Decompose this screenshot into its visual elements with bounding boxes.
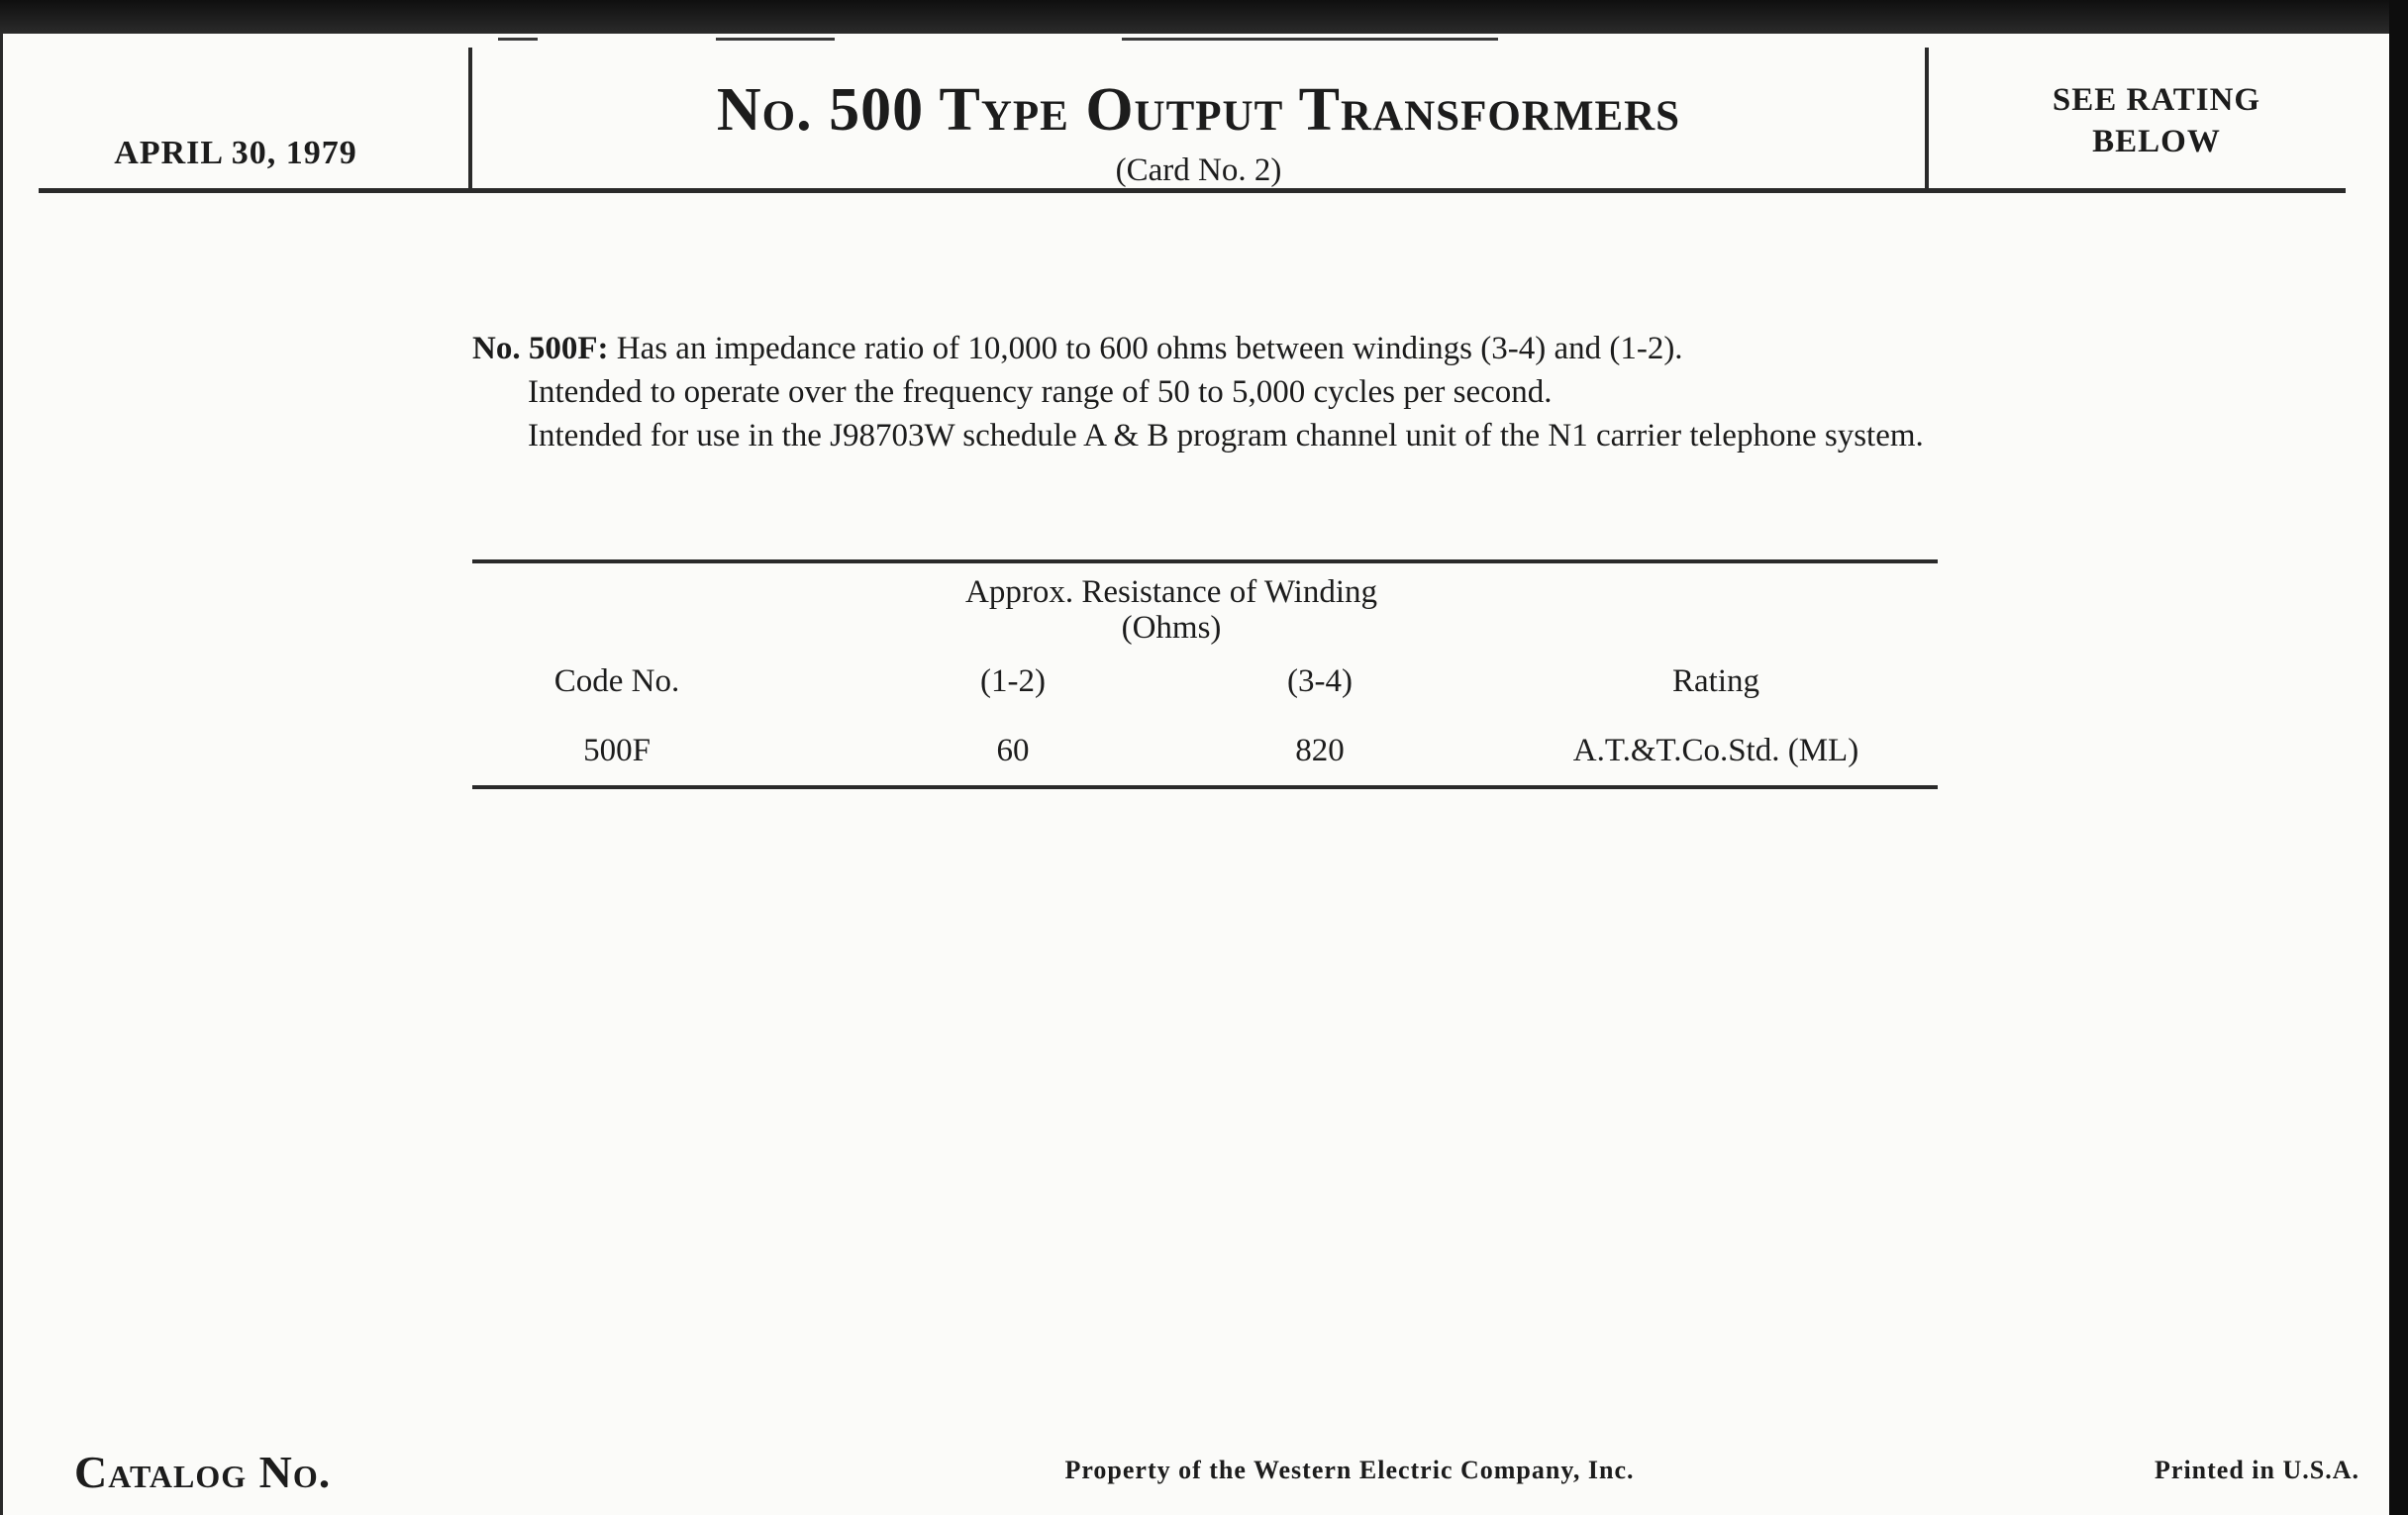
header-top-line	[1122, 38, 1498, 41]
cell-resistance-3-4: 820	[1295, 733, 1345, 768]
resistance-header-line1: Approx. Resistance of Winding	[965, 574, 1377, 610]
table-bottom-rule	[472, 785, 1938, 789]
catalog-label: Catalog No.	[74, 1447, 332, 1497]
card-number: (Card No. 2)	[1115, 152, 1282, 188]
property-notice: Property of the Western Electric Company, Inc.	[1064, 1456, 1635, 1484]
cell-rating: A.T.&T.Co.Std. (ML)	[1572, 733, 1859, 768]
resistance-group-header	[874, 574, 1468, 646]
resistance-header-line2: (Ohms)	[1121, 610, 1222, 646]
usage-paragraph: Intended for use in the J98703W schedule A & B program channel unit of the N1 carrier telephone system.	[528, 418, 1924, 454]
impedance-text: Has an impedance ratio of 10,000 to 600 ohms between windings (3-4) and (1-2).	[616, 331, 1683, 366]
column-header-rating: Rating	[1672, 663, 1759, 699]
rating-note	[1929, 79, 2384, 162]
catalog-card	[0, 34, 2392, 1515]
scan-top-edge	[0, 0, 2408, 34]
impedance-paragraph	[472, 331, 1942, 366]
cell-code: 500F	[583, 733, 651, 768]
column-header-1-2: (1-2)	[980, 663, 1046, 699]
column-header-code: Code No.	[553, 663, 680, 699]
scan-right-edge	[2389, 0, 2408, 1515]
page-title: No. 500 Type Output Transformers	[716, 76, 1681, 144]
cell-resistance-1-2: 60	[996, 733, 1030, 768]
card-date: APRIL 30, 1979	[114, 135, 357, 171]
model-label: No. 500F:	[472, 331, 609, 366]
frequency-paragraph: Intended to operate over the frequency range of 50 to 5,000 cycles per second.	[528, 374, 1553, 410]
rating-note-text: SEE RATING BELOW	[2052, 82, 2261, 159]
column-header-3-4: (3-4)	[1287, 663, 1353, 699]
printed-notice: Printed in U.S.A.	[2155, 1456, 2359, 1484]
description	[472, 331, 1942, 461]
header-top-line	[498, 38, 538, 41]
header-top-line	[716, 38, 835, 41]
table-top-rule	[472, 559, 1938, 563]
